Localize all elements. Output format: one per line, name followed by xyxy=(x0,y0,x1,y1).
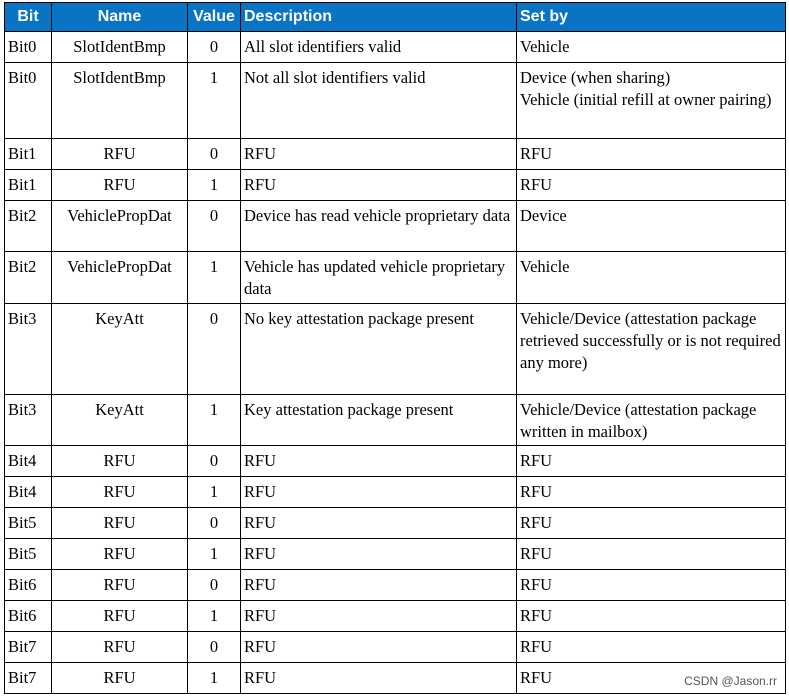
table-row xyxy=(5,63,786,139)
set-by-line: RFU xyxy=(520,175,553,194)
header-set-by: Set by xyxy=(517,3,786,32)
set-by-line: Device (when sharing) xyxy=(520,68,671,87)
cell-value: 0 xyxy=(188,201,241,252)
table-row xyxy=(5,601,786,632)
cell-description: RFU xyxy=(241,570,517,601)
cell-set-by xyxy=(517,570,786,601)
cell-value: 1 xyxy=(188,395,241,446)
set-by-line: RFU xyxy=(520,544,553,563)
cell-value: 1 xyxy=(188,663,241,694)
bitfield-table xyxy=(4,2,786,694)
header-value: Value xyxy=(188,3,241,32)
cell-set-by xyxy=(517,601,786,632)
cell-set-by xyxy=(517,446,786,477)
cell-name: RFU xyxy=(52,570,188,601)
cell-name: SlotIdentBmp xyxy=(52,63,188,139)
set-by-line: Vehicle/Device (attestation package written in mailbox) xyxy=(520,400,757,441)
set-by-line: Vehicle xyxy=(520,37,570,56)
cell-set-by xyxy=(517,477,786,508)
cell-set-by xyxy=(517,32,786,63)
cell-bit: Bit6 xyxy=(5,570,52,601)
table-row xyxy=(5,201,786,252)
cell-bit: Bit1 xyxy=(5,170,52,201)
cell-value: 1 xyxy=(188,170,241,201)
header-bit: Bit xyxy=(5,3,52,32)
set-by-line: RFU xyxy=(520,482,553,501)
table-row xyxy=(5,632,786,663)
cell-value: 0 xyxy=(188,570,241,601)
cell-name: KeyAtt xyxy=(52,395,188,446)
cell-name: RFU xyxy=(52,477,188,508)
set-by-line: RFU xyxy=(520,451,553,470)
table-row xyxy=(5,32,786,63)
set-by-line: RFU xyxy=(520,513,553,532)
table-body xyxy=(5,32,786,694)
table-row xyxy=(5,539,786,570)
set-by-line: RFU xyxy=(520,575,553,594)
cell-set-by xyxy=(517,201,786,252)
cell-bit: Bit7 xyxy=(5,663,52,694)
cell-bit: Bit0 xyxy=(5,32,52,63)
cell-description: RFU xyxy=(241,477,517,508)
cell-name: KeyAtt xyxy=(52,304,188,395)
cell-value: 0 xyxy=(188,139,241,170)
header-row xyxy=(5,3,786,32)
table-row xyxy=(5,570,786,601)
cell-bit: Bit3 xyxy=(5,395,52,446)
table-row xyxy=(5,170,786,201)
cell-bit: Bit2 xyxy=(5,201,52,252)
header-name: Name xyxy=(52,3,188,32)
set-by-line: RFU xyxy=(520,637,553,656)
cell-value: 1 xyxy=(188,63,241,139)
set-by-line: Device xyxy=(520,206,567,225)
cell-bit: Bit7 xyxy=(5,632,52,663)
header-description: Description xyxy=(241,3,517,32)
bitfield-table-container xyxy=(4,2,786,694)
cell-name: RFU xyxy=(52,139,188,170)
cell-set-by xyxy=(517,63,786,139)
cell-set-by xyxy=(517,139,786,170)
cell-set-by xyxy=(517,508,786,539)
cell-bit: Bit2 xyxy=(5,252,52,304)
cell-name: RFU xyxy=(52,508,188,539)
cell-value: 1 xyxy=(188,539,241,570)
cell-name: RFU xyxy=(52,446,188,477)
cell-description: Device has read vehicle proprietary data xyxy=(241,201,517,252)
table-row xyxy=(5,252,786,304)
cell-set-by xyxy=(517,252,786,304)
cell-set-by xyxy=(517,304,786,395)
cell-description: No key attestation package present xyxy=(241,304,517,395)
cell-bit: Bit5 xyxy=(5,539,52,570)
cell-description: RFU xyxy=(241,663,517,694)
cell-description: RFU xyxy=(241,446,517,477)
cell-description: RFU xyxy=(241,632,517,663)
table-row xyxy=(5,446,786,477)
table-row xyxy=(5,663,786,694)
cell-description: Key attestation package present xyxy=(241,395,517,446)
cell-set-by xyxy=(517,539,786,570)
cell-name: SlotIdentBmp xyxy=(52,32,188,63)
table-row xyxy=(5,395,786,446)
cell-description: RFU xyxy=(241,139,517,170)
cell-description: RFU xyxy=(241,170,517,201)
cell-value: 1 xyxy=(188,601,241,632)
set-by-line: Vehicle xyxy=(520,257,570,276)
cell-set-by xyxy=(517,170,786,201)
cell-value: 0 xyxy=(188,508,241,539)
cell-value: 1 xyxy=(188,252,241,304)
cell-value: 0 xyxy=(188,32,241,63)
set-by-line: RFU xyxy=(520,668,553,687)
set-by-line: RFU xyxy=(520,606,553,625)
cell-description: Vehicle has updated vehicle proprietary data xyxy=(241,252,517,304)
table-row xyxy=(5,477,786,508)
cell-description: RFU xyxy=(241,539,517,570)
cell-bit: Bit4 xyxy=(5,477,52,508)
table-header xyxy=(5,3,786,32)
cell-name: VehiclePropDat xyxy=(52,201,188,252)
cell-name: VehiclePropDat xyxy=(52,252,188,304)
cell-set-by xyxy=(517,395,786,446)
set-by-line: RFU xyxy=(520,144,553,163)
table-row xyxy=(5,304,786,395)
cell-bit: Bit0 xyxy=(5,63,52,139)
watermark: CSDN @Jason.rr xyxy=(684,674,777,688)
set-by-line: Vehicle (initial refill at owner pairing) xyxy=(520,90,772,109)
cell-description: RFU xyxy=(241,601,517,632)
cell-name: RFU xyxy=(52,539,188,570)
cell-bit: Bit4 xyxy=(5,446,52,477)
cell-bit: Bit1 xyxy=(5,139,52,170)
cell-bit: Bit3 xyxy=(5,304,52,395)
cell-value: 0 xyxy=(188,632,241,663)
cell-description: RFU xyxy=(241,508,517,539)
cell-value: 0 xyxy=(188,446,241,477)
set-by-line: Vehicle/Device (attestation package retrieved successfully or is not required any more) xyxy=(520,309,781,372)
cell-set-by xyxy=(517,632,786,663)
cell-bit: Bit5 xyxy=(5,508,52,539)
cell-value: 1 xyxy=(188,477,241,508)
cell-description: All slot identifiers valid xyxy=(241,32,517,63)
cell-name: RFU xyxy=(52,632,188,663)
cell-bit: Bit6 xyxy=(5,601,52,632)
cell-name: RFU xyxy=(52,663,188,694)
table-row xyxy=(5,508,786,539)
table-row xyxy=(5,139,786,170)
cell-description: Not all slot identifiers valid xyxy=(241,63,517,139)
cell-value: 0 xyxy=(188,304,241,395)
cell-name: RFU xyxy=(52,601,188,632)
cell-name: RFU xyxy=(52,170,188,201)
